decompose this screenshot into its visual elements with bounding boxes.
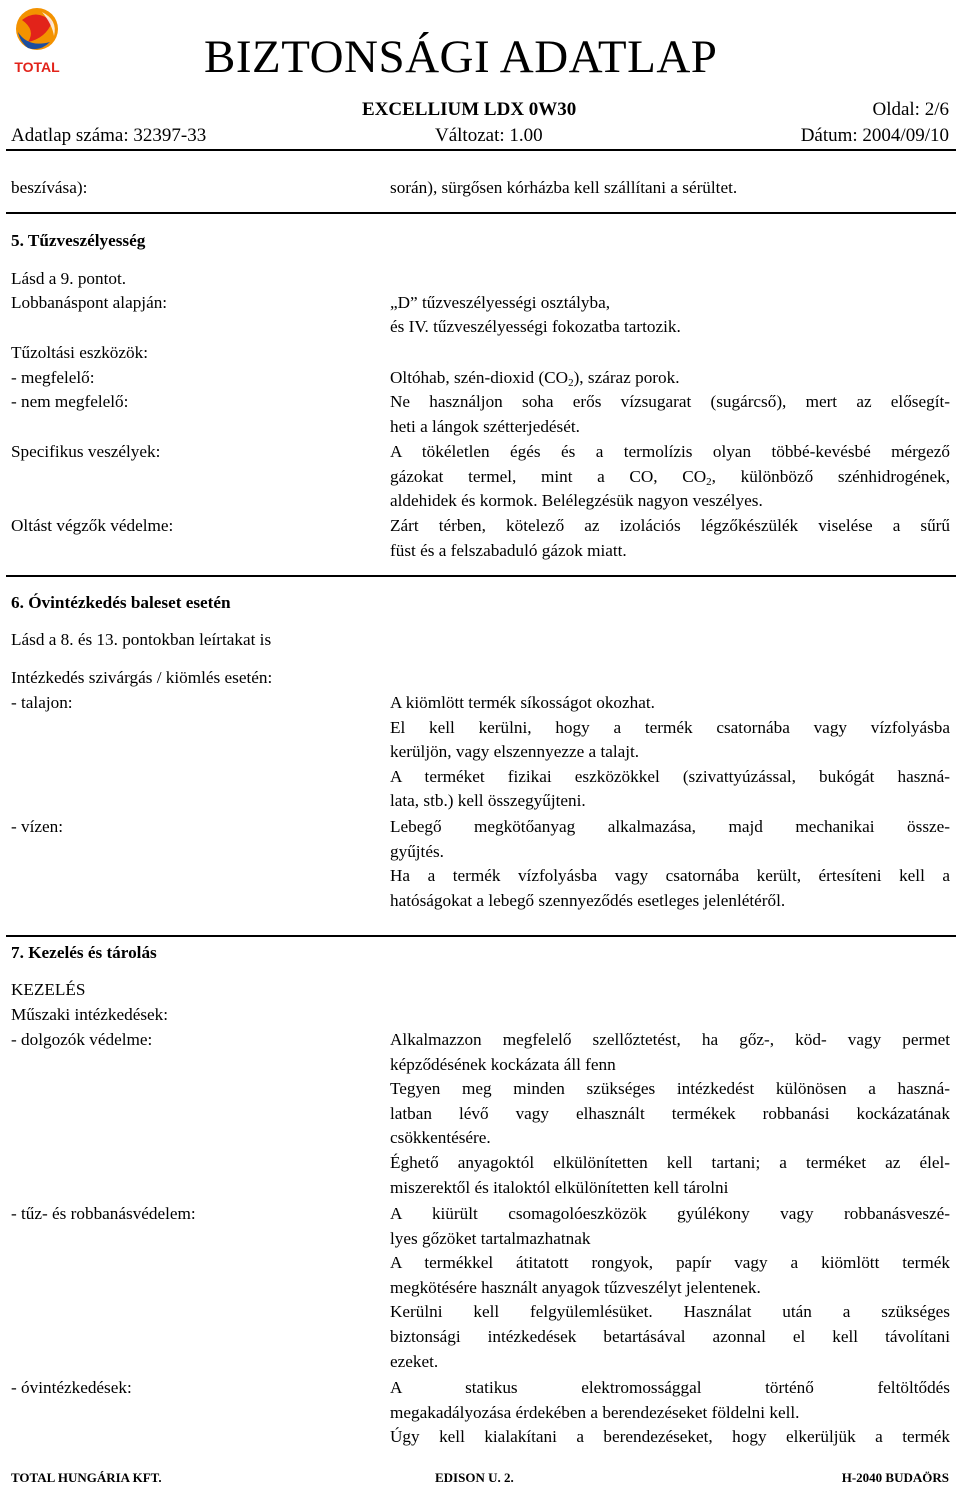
document-title: BIZTONSÁGI ADATLAP [204, 31, 718, 83]
footer-city: H-2040 BUDAÖRS [841, 1470, 949, 1485]
total-logo [6, 2, 68, 76]
water-label: - vízen: [11, 817, 64, 836]
version: Változat: 1.00 [435, 125, 543, 146]
precautions-value: A statikus elektromossággal történő feltöltődés megakadályozása érdekében a berendezéseket földelni kell. Úgy kell kialakítani a berendezéseket, hogy elkerüljük a termék [390, 1378, 950, 1447]
extinguishing-media-label: Tűzoltási eszközök: [11, 343, 148, 362]
carryover-value: során), sürgősen kórházba kell szállítani a sérültet. [390, 178, 738, 197]
flash-point-label: Lobbanáspont alapján: [11, 293, 168, 312]
sheet-number: Adatlap száma: 32397-33 [11, 125, 207, 146]
flash-point-value: „D” tűzveszélyességi osztályba, [390, 293, 611, 312]
section-5-heading: 5. Tűzveszélyesség [11, 231, 146, 250]
section-7-heading: 7. Kezelés és tárolás [11, 943, 157, 962]
specific-hazards-value: A tökéletlen égés és a termolízis olyan többé-kevésbé mérgező gázokat termel, mint a CO, $CO_2$, különböző szénhidrogének, aldehidek és kormok. Belélegzésük nagyon veszélyes. [390, 442, 950, 511]
soil-value: A kiömlött termék síkosságot okozhat. El kell kerülni, hogy a termék csatornába vagy vízfolyásba kerüljön, vagy elszennyezze a talajt. A terméket fizikai eszközökkel (szivattyúzással, bukógát haszná- lata, stb.) kell összegyűjteni. [390, 693, 950, 811]
specific-hazards-label: Specifikus veszélyek: [11, 442, 161, 461]
fire-explosion-protection-value: A kiürült csomagolóeszközök gyúlékony vagy robbanásveszé- lyes gőzöket tartalmazhatnak A termékkel átitatott rongyok, papír vagy a kiömlött termék megkötésére használt anyagok tűzveszélyt jelentenek. Kerülni kell felgyülemlésüket. Használat után a szükséges biztonsági intézkedések betartásával azonnal el kell távolítani ezeket. [390, 1204, 950, 1371]
worker-protection-label: - dolgozók védelme: [11, 1030, 153, 1049]
unsuitable-media-value: Ne használjon soha erős vízsugarat (sugárcső), mert az elősegít- heti a lángok szétterjedését. [390, 392, 950, 436]
section-divider [6, 575, 956, 577]
handling-subheading: KEZELÉS [11, 980, 86, 999]
section-5-reference: Lásd a 9. pontot. [11, 269, 127, 288]
technical-measures-label: Műszaki intézkedések: [11, 1005, 169, 1024]
soil-label: - talajon: [11, 693, 73, 712]
unsuitable-media-label: - nem megfelelő: [11, 392, 129, 411]
header-divider [6, 149, 956, 151]
firefighter-protection-label: Oltást végzők védelme: [11, 516, 174, 535]
page-number: Oldal: 2/6 [872, 99, 949, 120]
footer-company: TOTAL HUNGÁRIA KFT. [11, 1470, 162, 1485]
date: Dátum: 2004/09/10 [800, 125, 949, 146]
section-6-heading: 6. Óvintézkedés baleset esetén [11, 593, 231, 612]
section-6-reference: Lásd a 8. és 13. pontokban leírtakat is [11, 630, 272, 649]
suitable-media-value: Oltóhab, szén-dioxid $(CO_2)$, száraz porok. [390, 368, 680, 389]
fire-explosion-protection-label: - tűz- és robbanásvédelem: [11, 1204, 196, 1223]
section-divider [6, 935, 956, 937]
flash-point-value: és IV. tűzveszélyességi fokozatba tartozik. [390, 317, 681, 336]
logo-wordmark: TOTAL [14, 59, 60, 75]
water-value: Lebegő megkötőanyag alkalmazása, majd mechanikai össze- gyűjtés. Ha a termék vízfolyásba vagy csatornába került, értesíteni kell a hatóságokat a lebegő szennyeződés esetleges jelenlétéről. [390, 817, 950, 910]
carryover-label: beszívása): [11, 178, 88, 197]
section-divider [6, 212, 956, 214]
worker-protection-value: Alkalmazzon megfelelő szellőztetést, ha gőz-, köd- vagy permet képződésének kockázata áll fenn Tegyen meg minden szükséges intézkedést különösen a haszná- latban lévő vagy elhasznált termékek robbanási kockázatának csökkentésére. Éghető anyagoktól elkülönítetten kell tartani; a terméket az élel- miszerektől és italoktól elkülönítetten kell tárolni [390, 1030, 950, 1197]
firefighter-protection-value: Zárt térben, kötelező az izolációs légzőkészülék viselése a sűrű füst és a felszabaduló gázok miatt. [390, 516, 950, 560]
product-name: EXCELLIUM LDX 0W30 [362, 99, 577, 120]
suitable-media-label: - megfelelő: [11, 368, 95, 387]
footer-street: EDISON U. 2. [435, 1470, 514, 1485]
precautions-label: - óvintézkedések: [11, 1378, 132, 1397]
spill-measures-label: Intézkedés szivárgás / kiömlés esetén: [11, 668, 273, 687]
